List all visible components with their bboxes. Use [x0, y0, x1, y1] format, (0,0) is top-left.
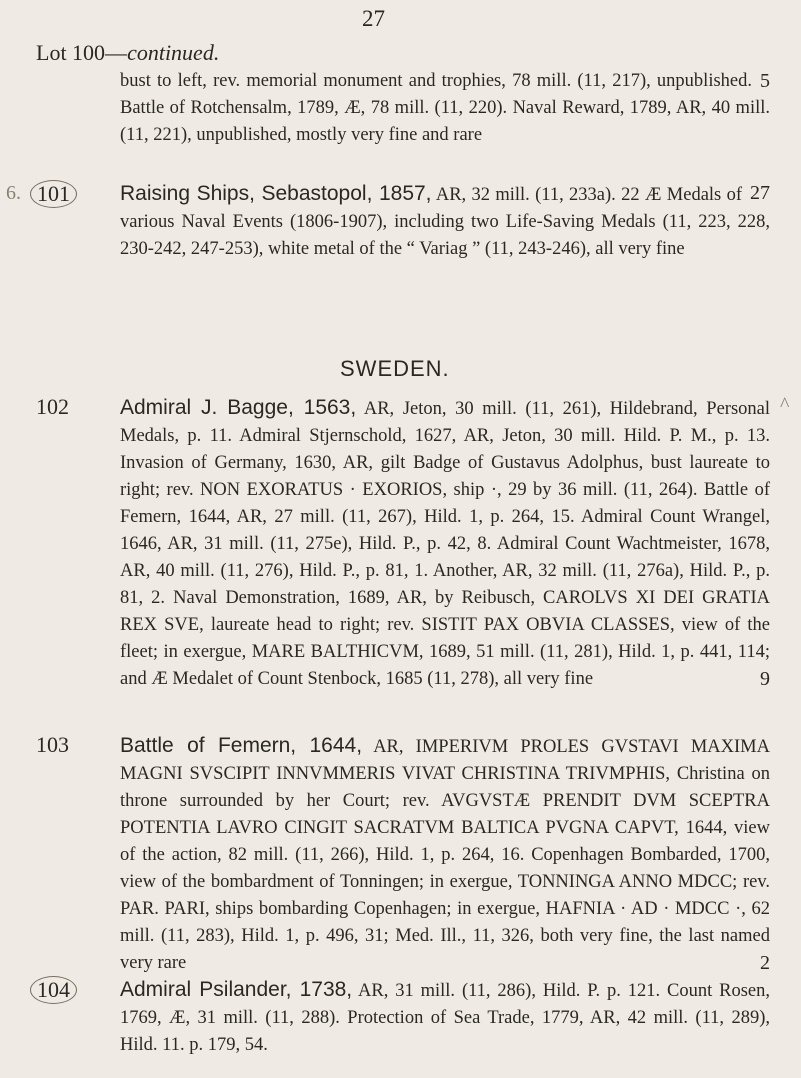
lot-text — [120, 68, 770, 149]
lot-price: 27 — [750, 182, 770, 204]
lot-lead: Raising Ships, Sebastopol, 1857, — [120, 182, 432, 205]
lot-lead: Battle of Femern, 1644, — [120, 734, 363, 757]
lot-number: 101 — [30, 180, 77, 208]
lot-lead: Admiral Psilander, 1738, — [120, 978, 353, 1001]
lot-number: 104 — [30, 976, 77, 1004]
lot-body: AR, 32 mill. (11, 233a). 22 Æ Medals of various Naval Events (1806-1907), including two Life-Saving Medals (11, 223, 228, 230-242, 247-253), white metal of the “ Variag ” (11, 243-246), all very fine — [120, 185, 770, 259]
margin-mark-102: ^ — [780, 394, 790, 416]
lot-number: 103 — [36, 732, 69, 757]
lot-body: AR, 31 mill. (11, 286), Hild. P. p. 121. Count Rosen, 1769, Æ, 31 mill. (11, 288). Protection of Sea Trade, 1779, AR, 42 mill. (11, 289), Hild. 11. p. 179, 54. — [120, 981, 770, 1055]
lot-number: 102 — [36, 394, 69, 419]
lot-header-suffix: continued. — [127, 40, 220, 65]
lot-price: 2 — [760, 952, 770, 974]
lot-text — [120, 394, 770, 693]
lot-price: 9 — [760, 668, 770, 690]
lot-continued-header — [36, 40, 219, 66]
margin-mark-101: 6. — [6, 182, 21, 204]
section-title: SWEDEN. — [340, 356, 450, 381]
lot-body: bust to left, rev. memorial monument and trophies, 78 mill. (11, 217), unpublished. Battle of Rotchensalm, 1789, Æ, 78 mill. (11, 220). Naval Reward, 1789, AR, 40 mill. (11, 221), unpublished, mostly very fine and rare — [120, 71, 770, 145]
lot-body: AR, IMPERIVM PROLES GVSTAVI MAXIMA MAGNI SVSCIPIT INNVMMERIS VIVAT CHRISTINA TRIVMPHIS, Christina on throne surrounded by her Court; rev. AVGVSTÆ PRENDIT DVM SCEPTRA POTENTIA LAVRO CINGIT SACRATVM BALTICA PVGNA CAPVT, 1644, view of the action, 82 mill. (11, 266), Hild. 1, p. 264, 16. Copenhagen Bombarded, 1700, view of the bombardment of Tonningen; in exergue, TONNINGA ANNO MDCC; rev. PAR. PARI, ships bombarding Copenhagen; in exergue, HAFNIA · AD · MDCC ·, 62 mill. (11, 283), Hild. 1, p. 496, 31; Med. Ill., 11, 326, both very fine, the last named very rare — [120, 737, 770, 973]
lot-body: AR, Jeton, 30 mill. (11, 261), Hildebrand, Personal Medals, p. 11. Admiral Stjernschold, 1627, AR, Jeton, 30 mill. Hild. P. M., p. 13. Invasion of Germany, 1630, AR, gilt Badge of Gustavus Adolphus, bust laureate to right; rev. NON EXORATUS · EXORIOS, ship ·, 29 by 36 mill. (11, 264). Battle of Femern, 1644, AR, 27 mill. (11, 267), Hild. 1, p. 264, 15. Admiral Count Wrangel, 1646, AR, 31 mill. (11, 275e), Hild. P., p. 42, 8. Admiral Count Wachtmeister, 1678, AR, 40 mill. (11, 276), Hild. P., p. 81, 1. Another, AR, 32 mill. (11, 276a), Hild. P., p. 81, 2. Naval Demonstration, 1689, AR, by Reibusch, CAROLVS XI DEI GRATIA REX SVE, laureate head to right; rev. SISTIT PAX OBVIA CLASSES, view of the fleet; in exergue, MARE BALTHICVM, 1689, 51 mill. (11, 281), Hild. 1, p. 441, 114; and Æ Medalet of Count Stenbock, 1685 (11, 278), all very fine — [120, 399, 770, 689]
lot-lead: Admiral J. Bagge, 1563, — [120, 396, 357, 419]
lot-text — [120, 732, 770, 977]
lot-header-prefix: Lot 100— — [36, 40, 128, 65]
lot-text — [120, 180, 770, 263]
lot-text — [120, 976, 770, 1059]
page-number: 27 — [362, 6, 385, 31]
lot-price: 5 — [760, 70, 770, 92]
